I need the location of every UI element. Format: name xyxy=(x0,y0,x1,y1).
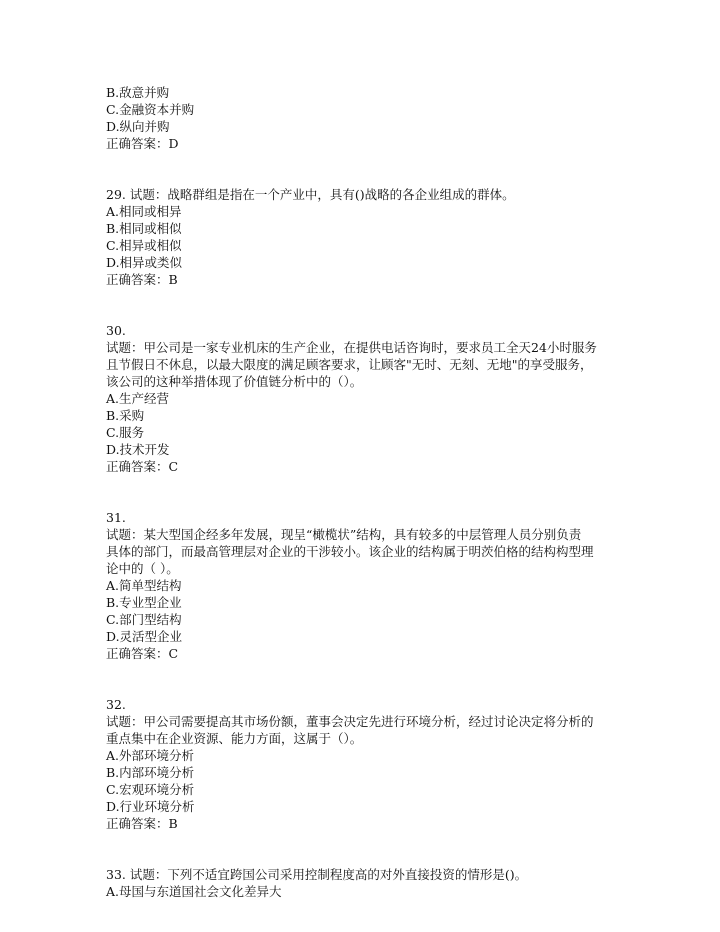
option-b: B.采购 xyxy=(106,408,145,423)
option-c: C.部门型结构 xyxy=(106,612,182,627)
question-number: 31. xyxy=(106,510,126,525)
question-number: 30. xyxy=(106,323,126,338)
correct-answer: 正确答案：C xyxy=(106,459,179,474)
option-b: B.敌意并购 xyxy=(106,85,170,100)
question-stem-line: 试题：某大型国企经多年发展，现呈“橄榄状”结构，具有较多的中层管理人员分别负责 xyxy=(106,527,582,542)
question-33 xyxy=(106,866,626,900)
option-d: D.相异或类似 xyxy=(106,255,183,270)
question-stem-line: 且节假日不休息，以最大限度的满足顾客要求，让顾客"无时、无刻、无地"的享受服务， xyxy=(106,357,593,372)
question-stem-line: 试题：甲公司是一家专业机床的生产企业，在提供电话咨询时，要求员工全天24小时服务 xyxy=(106,340,597,355)
question-29 xyxy=(106,186,626,288)
option-c: C.服务 xyxy=(106,425,145,440)
option-c: C.金融资本并购 xyxy=(106,102,195,117)
option-d: D.纵向并购 xyxy=(106,119,170,134)
exam-page xyxy=(106,84,626,900)
question-28-tail xyxy=(106,84,626,152)
option-b: B.相同或相似 xyxy=(106,221,182,236)
question-30 xyxy=(106,322,626,475)
option-d: D.灵活型企业 xyxy=(106,629,183,644)
option-b: B.内部环境分析 xyxy=(106,765,195,780)
question-stem-line: 试题：甲公司需要提高其市场份额，董事会决定先进行环境分析，经过讨论决定将分析的 xyxy=(106,714,594,729)
option-c: C.宏观环境分析 xyxy=(106,782,195,797)
question-31 xyxy=(106,509,626,662)
correct-answer: 正确答案：C xyxy=(106,646,179,661)
option-c: C.相异或相似 xyxy=(106,238,182,253)
option-d: D.行业环境分析 xyxy=(106,799,195,814)
correct-answer: 正确答案：B xyxy=(106,816,178,831)
question-stem: 33. 试题：下列不适宜跨国公司采用控制程度高的对外直接投资的情形是()。 xyxy=(106,867,528,882)
question-stem: 29. 试题：战略群组是指在一个产业中，具有()战略的各企业组成的群体。 xyxy=(106,187,515,202)
question-stem-line: 具体的部门，而最高管理层对企业的干涉较小。该企业的结构属于明茨伯格的结构构型理 xyxy=(106,544,594,559)
option-a: A.相同或相异 xyxy=(106,204,182,219)
question-stem-line: 重点集中在企业资源、能力方面，这属于（）。 xyxy=(106,731,363,746)
question-number: 32. xyxy=(106,697,126,712)
option-a: A.母国与东道国社会文化差异大 xyxy=(106,884,282,899)
correct-answer: 正确答案：B xyxy=(106,272,178,287)
option-d: D.技术开发 xyxy=(106,442,170,457)
question-stem-line: 论中的（ ）。 xyxy=(106,561,179,576)
option-a: A.外部环境分析 xyxy=(106,748,195,763)
option-a: A.生产经营 xyxy=(106,391,170,406)
option-a: A.简单型结构 xyxy=(106,578,182,593)
correct-answer: 正确答案：D xyxy=(106,136,179,151)
question-32 xyxy=(106,696,626,832)
option-b: B.专业型企业 xyxy=(106,595,182,610)
question-stem-line: 该公司的这种举措体现了价值链分析中的（）。 xyxy=(106,374,363,389)
